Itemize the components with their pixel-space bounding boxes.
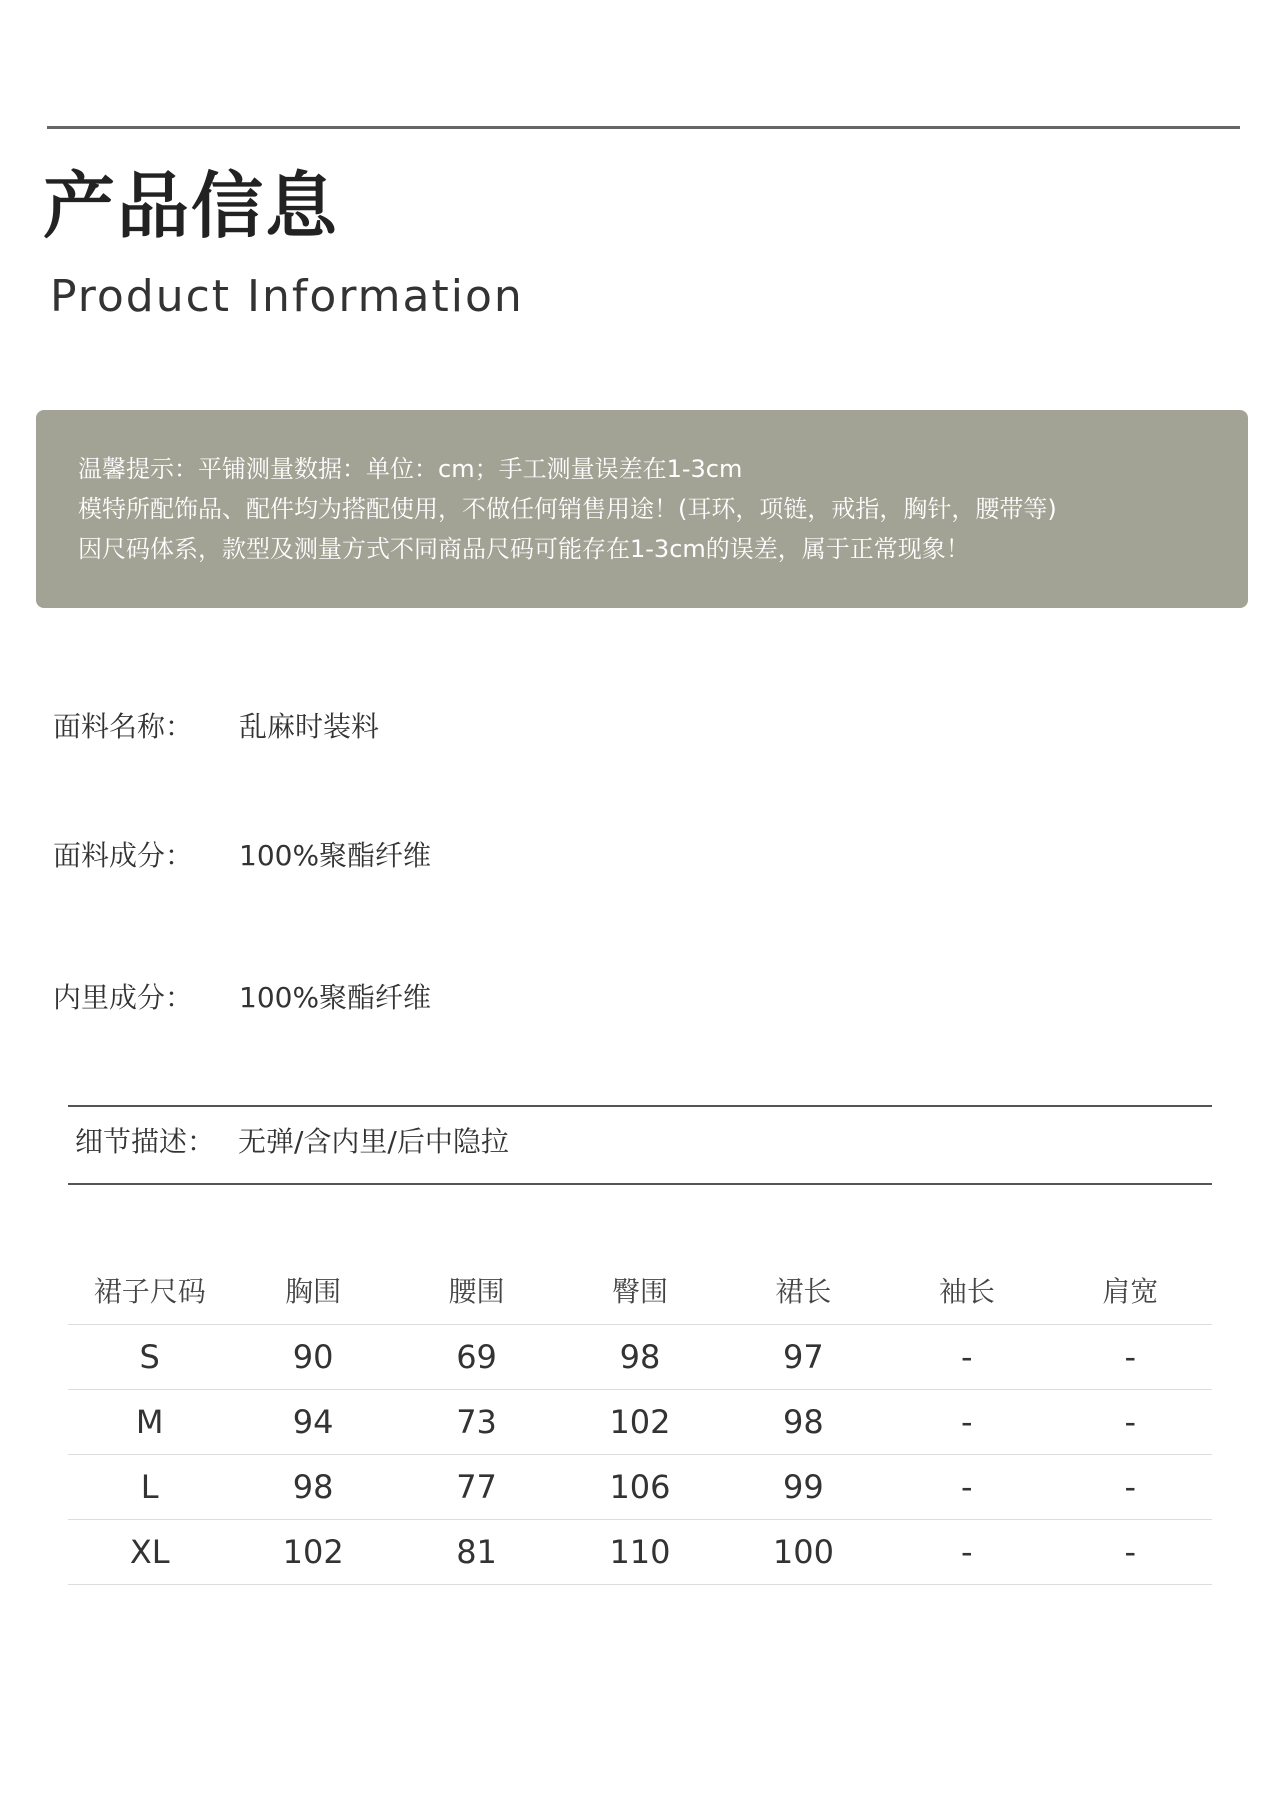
column-header: 臀围 (558, 1256, 721, 1325)
table-row (68, 1455, 1212, 1520)
table-cell: - (885, 1520, 1048, 1585)
notice-line-accessories: 模特所配饰品、配件均为搭配使用，不做任何销售用途！(耳环，项链，戒指，胸针，腰带等) (78, 495, 1057, 523)
table-cell: 99 (722, 1455, 885, 1520)
table-row (68, 1520, 1212, 1585)
table-cell: - (1049, 1325, 1212, 1390)
spec-value: 100%聚酯纤维 (239, 981, 432, 1014)
spec-value: 乱麻时装料 (239, 710, 380, 743)
spec-value: 100%聚酯纤维 (239, 839, 432, 872)
column-header: 裙子尺码 (68, 1256, 231, 1325)
page-title: 产品信息 (43, 164, 340, 248)
column-header: 肩宽 (1049, 1256, 1212, 1325)
table-cell: - (885, 1325, 1048, 1390)
table-cell: 94 (231, 1390, 394, 1455)
column-header: 裙长 (722, 1256, 885, 1325)
page-subtitle: Product Information (50, 271, 524, 322)
table-cell: - (1049, 1390, 1212, 1455)
column-header: 腰围 (395, 1256, 558, 1325)
spec-fabric-name (53, 710, 380, 743)
table-cell: 102 (231, 1520, 394, 1585)
table-cell: L (68, 1455, 231, 1520)
detail-value: 无弹/含内里/后中隐拉 (238, 1125, 509, 1158)
column-header: 袖长 (885, 1256, 1048, 1325)
table-cell: 106 (558, 1455, 721, 1520)
notice-line-size-error: 因尺码体系，款型及测量方式不同商品尺码可能存在1-3cm的误差，属于正常现象！ (78, 535, 970, 563)
table-cell: 100 (722, 1520, 885, 1585)
detail-label: 细节描述： (75, 1125, 216, 1158)
table-cell: 110 (558, 1520, 721, 1585)
spec-label: 内里成分： (53, 981, 194, 1014)
table-header-row (68, 1256, 1212, 1325)
detail-description (75, 1125, 509, 1158)
size-table (68, 1256, 1212, 1585)
table-cell: 98 (231, 1455, 394, 1520)
spec-lining-composition (53, 981, 432, 1014)
spec-fabric-composition (53, 839, 432, 872)
table-cell: 90 (231, 1325, 394, 1390)
spec-label: 面料名称： (53, 710, 194, 743)
table-cell: - (1049, 1520, 1212, 1585)
table-cell: M (68, 1390, 231, 1455)
top-divider (47, 126, 1240, 129)
table-cell: XL (68, 1520, 231, 1585)
table-cell: 81 (395, 1520, 558, 1585)
table-cell: 77 (395, 1455, 558, 1520)
table-row (68, 1325, 1212, 1390)
notice-box (36, 410, 1248, 608)
spec-label: 面料成分： (53, 839, 194, 872)
detail-top-divider (68, 1105, 1212, 1107)
column-header: 胸围 (231, 1256, 394, 1325)
table-row (68, 1390, 1212, 1455)
detail-bottom-divider (68, 1183, 1212, 1185)
table-cell: 102 (558, 1390, 721, 1455)
table-cell: 98 (558, 1325, 721, 1390)
table-cell: - (1049, 1455, 1212, 1520)
table-cell: - (885, 1390, 1048, 1455)
table-cell: - (885, 1455, 1048, 1520)
table-cell: 73 (395, 1390, 558, 1455)
table-cell: 98 (722, 1390, 885, 1455)
notice-line-measurement: 温馨提示：平铺测量数据：单位：cm；手工测量误差在1-3cm (78, 455, 743, 483)
table-cell: 97 (722, 1325, 885, 1390)
table-cell: 69 (395, 1325, 558, 1390)
table-cell: S (68, 1325, 231, 1390)
